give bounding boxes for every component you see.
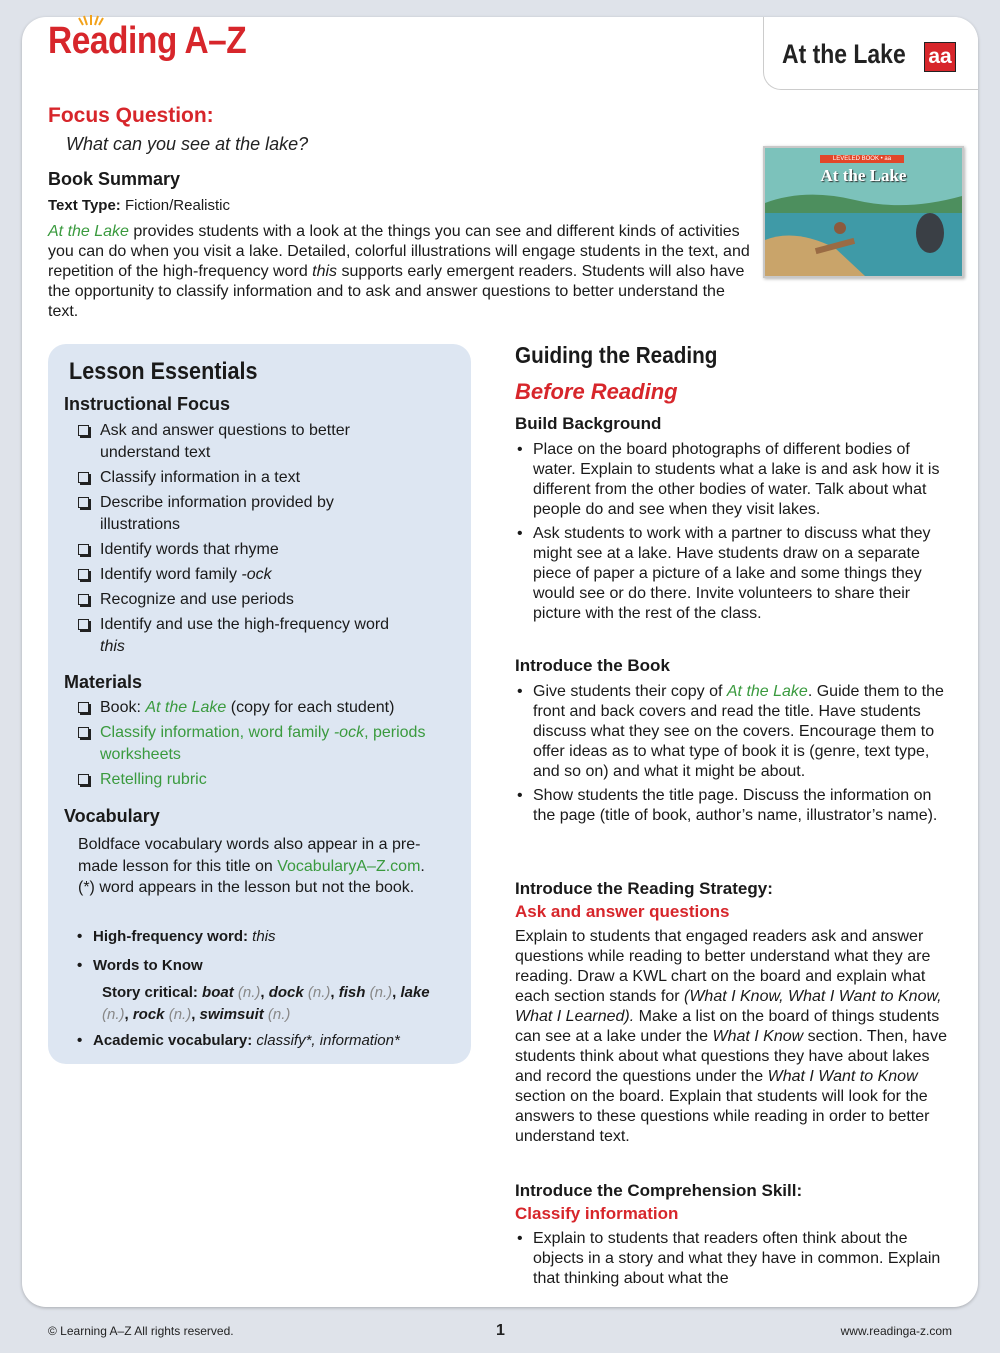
materials-list [76,697,436,794]
build-background-heading: Build Background [515,414,662,433]
instructional-focus-list [76,420,416,661]
focus-question-heading: Focus Question: [48,104,214,127]
list-item: Classify information in a text [76,467,416,489]
list-item: Describe information provided by illustrations [76,492,416,536]
guiding-heading: Guiding the Reading [515,342,718,368]
list-item: Ask and answer questions to better understand text [76,420,416,464]
book-cover-image [763,146,964,278]
worksheets-link[interactable]: Classify information, word family -ock, periods worksheets [100,724,426,763]
build-background-list [515,440,955,628]
list-item: • Show students the title page. Discuss the information on the page (title of book, author’s name, illustrator’s name). [515,786,955,826]
materials-heading: Materials [64,672,143,692]
vocabulary-heading: Vocabulary [64,806,160,826]
list-item: • Give students their copy of At the Lake. Guide them to the front and back covers and read the title. Have students discuss what they see on the covers. Encourage them to offer ideas as to what type of book it is (genre, text type, and so on) and what it might be about. [515,682,955,782]
introduce-book-heading: Introduce the Book [515,656,670,675]
words-to-know-heading: • Words to Know [93,957,203,974]
story-critical-words: Story critical: boat (n.), dock (n.), fish (n.), lake (n.), rock (n.), swimsuit (n.) [102,984,430,1023]
text-type: Text Type: Fiction/Realistic [48,197,230,214]
reading-strategy-heading: Introduce the Reading Strategy: [515,879,773,898]
list-item: • Ask students to work with a partner to discuss what they might see at a lake. Have students draw on a separate piece of paper a picture of a lake and some things they would see or do there. Invite volunteers to share their picture with the rest of the class. [515,524,955,624]
focus-question: What can you see at the lake? [66,134,309,154]
reading-strategy-text: Explain to students that engaged readers ask and answer questions while reading to better understand what they are reading. Draw a KWL chart on the board and explain what each section stands for (What I Know, What I Want to Know, What I Learned). Make a list on the board of things students can see at a lake under the What I Know section. Then, have students think about what questions they have about lakes and record the questions under the What I Want to Know section on the board. Explain that students will look for the answers to these questions while reading in order to better understand text. [515,928,947,1145]
introduce-book-list [515,682,955,830]
website-link[interactable]: www.readinga-z.com [840,1324,952,1338]
rubric-link[interactable]: Retelling rubric [100,771,207,788]
book-title: At the Lake [782,39,906,69]
vocabulary-az-link[interactable]: VocabularyA–Z.com [277,857,421,875]
list-item: Identify word family -ock [76,564,416,586]
level-badge: aa [924,42,956,72]
page-number: 1 [496,1322,505,1339]
list-item: Identify and use the high-frequency word this [76,614,416,658]
vocabulary-intro: Boldface vocabulary words also appear in a pre-made lesson for this title on VocabularyA–Z.com. (*) word appears in the lesson but not the book. [78,836,425,896]
high-frequency-word: • High-frequency word: this [93,928,276,945]
book-title-link[interactable]: At the Lake [48,223,129,240]
lesson-essentials-heading: Lesson Essentials [69,358,258,385]
list-item: Identify words that rhyme [76,539,416,561]
book-summary-heading: Book Summary [48,169,181,189]
list-item: • Place on the board photographs of different bodies of water. Explain to students what a lake is and ask how it is different from the other bodies of water. Talk about what people do and see when they visit lakes. [515,440,955,520]
before-reading-heading: Before Reading [515,379,678,404]
list-item: Book: At the Lake (copy for each student) [76,697,436,719]
reading-strategy-subheading: Ask and answer questions [515,902,730,921]
list-item: Recognize and use periods [76,589,416,611]
comprehension-skill-heading: Introduce the Comprehension Skill: [515,1181,803,1200]
reading-az-logo[interactable]: Reading A–Z [48,20,247,62]
copyright: © Learning A–Z All rights reserved. [48,1324,234,1338]
book-link[interactable]: At the Lake [145,699,227,716]
instructional-focus-heading: Instructional Focus [64,394,231,414]
title-tab [763,17,978,90]
list-item [76,769,436,791]
comprehension-skill-list [515,1229,955,1293]
book-summary-text: At the Lake provides students with a look at the things you can see and different kinds of activities you can do when you visit a lake. Detailed, colorful illustrations will engage students in the text, and repetition of the high-frequency word this supports early emergent readers. Students will also have the opportunity to classify information and to ask and answer questions to better understand the text. [48,223,750,320]
cover-title: At the Lake [820,166,907,185]
list-item: • Explain to students that readers often think about the objects in a story and what they have in common. Explain that thinking about what the [515,1229,955,1289]
cover-band: LEVELED BOOK • aa [820,155,904,163]
book-link[interactable]: At the Lake [726,683,808,700]
academic-vocabulary: • Academic vocabulary: classify*, information* [93,1032,400,1049]
comprehension-skill-subheading: Classify information [515,1204,679,1223]
list-item [76,722,436,766]
